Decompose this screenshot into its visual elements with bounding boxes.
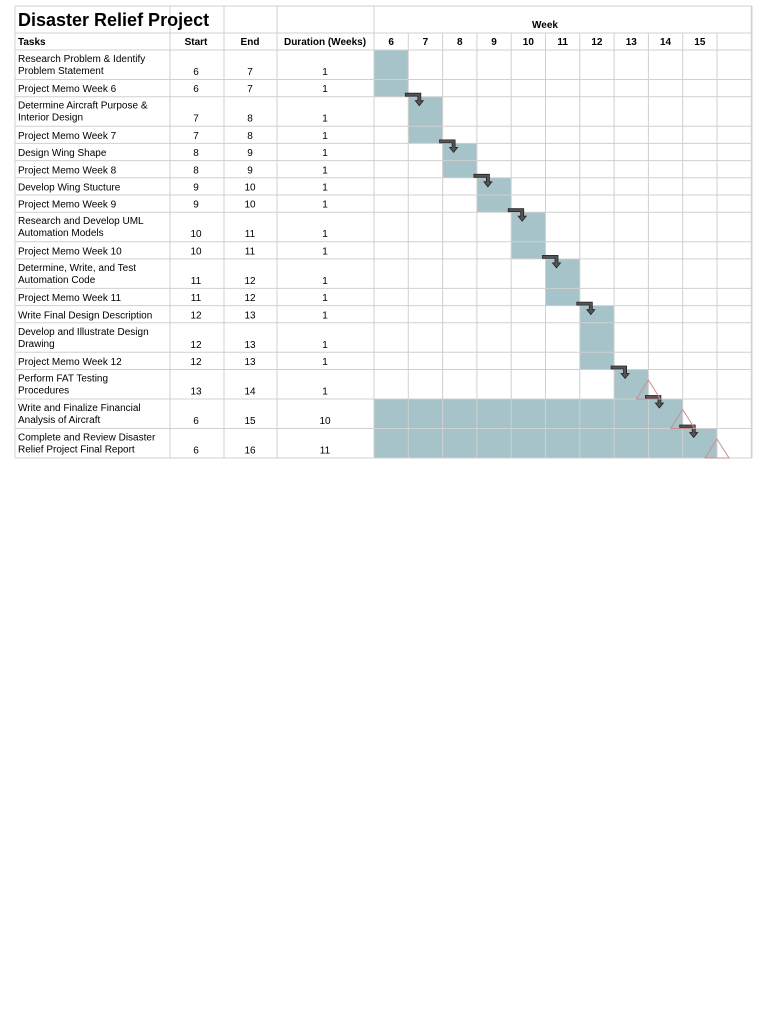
task-name bbox=[18, 101, 148, 124]
task-end: 14 bbox=[244, 386, 256, 398]
task-duration: 1 bbox=[322, 113, 328, 125]
task-name bbox=[18, 216, 144, 239]
task-name: Develop Wing Stucture bbox=[18, 182, 121, 194]
week-label: 15 bbox=[694, 37, 706, 48]
task-end: 13 bbox=[244, 357, 256, 368]
task-name-line: Develop and Illustrate Design bbox=[18, 326, 149, 338]
task-name: Project Memo Week 9 bbox=[18, 199, 117, 211]
task-name-line: Analysis of Aircraft bbox=[18, 415, 101, 426]
week-label: 14 bbox=[659, 37, 672, 48]
task-name bbox=[18, 433, 156, 456]
week-header: Week bbox=[532, 20, 558, 31]
task-start: 12 bbox=[190, 357, 202, 368]
task-start: 7 bbox=[193, 130, 199, 142]
week-label: 10 bbox=[522, 37, 534, 48]
task-name: Write Final Design Description bbox=[18, 310, 153, 322]
task-duration: 1 bbox=[322, 246, 328, 258]
task-end: 13 bbox=[244, 310, 256, 322]
gantt-bar bbox=[374, 50, 408, 80]
task-start: 6 bbox=[193, 445, 199, 457]
task-duration: 1 bbox=[322, 182, 328, 194]
task-start: 7 bbox=[193, 113, 199, 125]
task-start: 6 bbox=[193, 84, 199, 96]
column-header-end: End bbox=[240, 37, 260, 48]
week-label: 13 bbox=[625, 37, 637, 48]
task-name-line: Research Problem & Identify bbox=[18, 54, 146, 65]
task-start: 11 bbox=[190, 275, 202, 287]
task-duration: 11 bbox=[319, 445, 331, 457]
task-start: 6 bbox=[193, 67, 199, 78]
task-start: 9 bbox=[193, 182, 199, 194]
column-header-start: Start bbox=[184, 37, 208, 48]
task-duration: 1 bbox=[322, 357, 328, 368]
task-name-line: Problem Statement bbox=[18, 66, 104, 77]
task-start: 13 bbox=[190, 386, 202, 398]
week-label: 6 bbox=[388, 37, 394, 48]
task-name-line: Perform FAT Testing bbox=[18, 373, 109, 385]
task-end: 16 bbox=[244, 445, 256, 457]
column-header-tasks: Tasks bbox=[18, 37, 46, 48]
week-labels bbox=[388, 37, 705, 48]
task-start: 12 bbox=[190, 339, 202, 351]
task-name-line: Research and Develop UML bbox=[18, 216, 144, 228]
task-duration: 1 bbox=[322, 229, 328, 241]
task-end: 8 bbox=[247, 113, 253, 125]
text-layer bbox=[18, 10, 706, 457]
gantt-bar bbox=[511, 242, 545, 259]
task-duration: 1 bbox=[322, 130, 328, 142]
task-start: 11 bbox=[190, 293, 202, 305]
task-name bbox=[18, 54, 145, 77]
task-duration: 1 bbox=[322, 386, 328, 398]
week-label: 7 bbox=[422, 37, 429, 48]
task-name: Project Memo Week 7 bbox=[18, 130, 117, 142]
task-end: 10 bbox=[244, 199, 256, 211]
column-header-duration: Duration (Weeks) bbox=[283, 37, 367, 48]
task-name-line: Procedures bbox=[18, 385, 70, 397]
week-label: 8 bbox=[456, 37, 463, 48]
week-label: 9 bbox=[491, 37, 497, 48]
task-start: 6 bbox=[193, 416, 199, 427]
gantt-bar bbox=[511, 212, 545, 242]
task-start: 9 bbox=[193, 199, 199, 211]
task-end: 9 bbox=[247, 165, 253, 177]
task-duration: 1 bbox=[322, 275, 328, 287]
gantt-bar bbox=[408, 97, 442, 127]
gantt-bar bbox=[580, 306, 614, 323]
task-name: Project Memo Week 12 bbox=[18, 357, 122, 368]
gantt-bar bbox=[443, 143, 477, 160]
task-duration: 1 bbox=[322, 199, 328, 211]
task-name: Project Memo Week 8 bbox=[18, 165, 117, 177]
gantt-bar bbox=[374, 80, 408, 97]
task-end: 11 bbox=[244, 246, 256, 258]
task-name-line: Determine Aircraft Purpose & bbox=[18, 100, 148, 112]
task-name-line: Automation Code bbox=[18, 274, 96, 286]
gantt-bar bbox=[477, 195, 511, 212]
task-start: 8 bbox=[193, 165, 199, 177]
gantt-bar bbox=[546, 288, 580, 305]
task-name: Design Wing Shape bbox=[18, 148, 107, 160]
task-name-line: Relief Project Final Report bbox=[18, 444, 135, 456]
gantt-bar bbox=[546, 259, 580, 289]
task-rows bbox=[18, 54, 331, 457]
gantt-bar bbox=[374, 399, 683, 429]
task-duration: 1 bbox=[322, 310, 328, 322]
task-name-line: Automation Models bbox=[18, 228, 104, 240]
task-end: 7 bbox=[247, 67, 253, 78]
task-start: 10 bbox=[190, 246, 202, 258]
task-duration: 1 bbox=[322, 67, 328, 78]
task-end: 13 bbox=[244, 339, 256, 351]
task-start: 12 bbox=[190, 310, 202, 322]
task-name: Project Memo Week 6 bbox=[18, 84, 117, 96]
task-end: 10 bbox=[244, 182, 256, 194]
task-end: 12 bbox=[244, 275, 256, 287]
task-name-line: Drawing bbox=[18, 338, 55, 350]
task-start: 8 bbox=[193, 148, 199, 160]
task-duration: 1 bbox=[322, 165, 328, 177]
task-end: 15 bbox=[244, 416, 256, 427]
gantt-bar bbox=[408, 126, 442, 143]
gantt-bar bbox=[580, 352, 614, 369]
task-duration: 1 bbox=[322, 339, 328, 351]
task-end: 7 bbox=[247, 84, 253, 96]
task-duration: 10 bbox=[319, 416, 331, 427]
task-name bbox=[18, 374, 108, 397]
gantt-bar bbox=[443, 161, 477, 178]
task-name: Project Memo Week 10 bbox=[18, 246, 122, 258]
week-label: 12 bbox=[591, 37, 603, 48]
task-end: 9 bbox=[247, 148, 253, 160]
task-end: 8 bbox=[247, 130, 253, 142]
task-end: 11 bbox=[244, 229, 256, 241]
task-end: 12 bbox=[244, 293, 256, 305]
week-label: 11 bbox=[557, 37, 568, 48]
gantt-bar bbox=[580, 323, 614, 353]
sheet-title: Disaster Relief Project bbox=[18, 10, 210, 30]
task-name bbox=[18, 263, 136, 286]
task-duration: 1 bbox=[322, 293, 328, 305]
task-duration: 1 bbox=[322, 148, 328, 160]
task-name bbox=[18, 327, 149, 350]
task-duration: 1 bbox=[322, 84, 328, 96]
gantt-bar bbox=[477, 178, 511, 195]
task-name-line: Interior Design bbox=[18, 112, 84, 124]
gantt-bar bbox=[614, 370, 648, 400]
task-name-line: Determine, Write, and Test bbox=[18, 262, 137, 274]
task-name: Project Memo Week 11 bbox=[18, 293, 122, 305]
task-name-line: Complete and Review Disaster bbox=[18, 432, 156, 444]
task-name bbox=[18, 403, 141, 426]
task-name-line: Write and Finalize Financial bbox=[18, 403, 141, 414]
task-start: 10 bbox=[190, 229, 202, 241]
